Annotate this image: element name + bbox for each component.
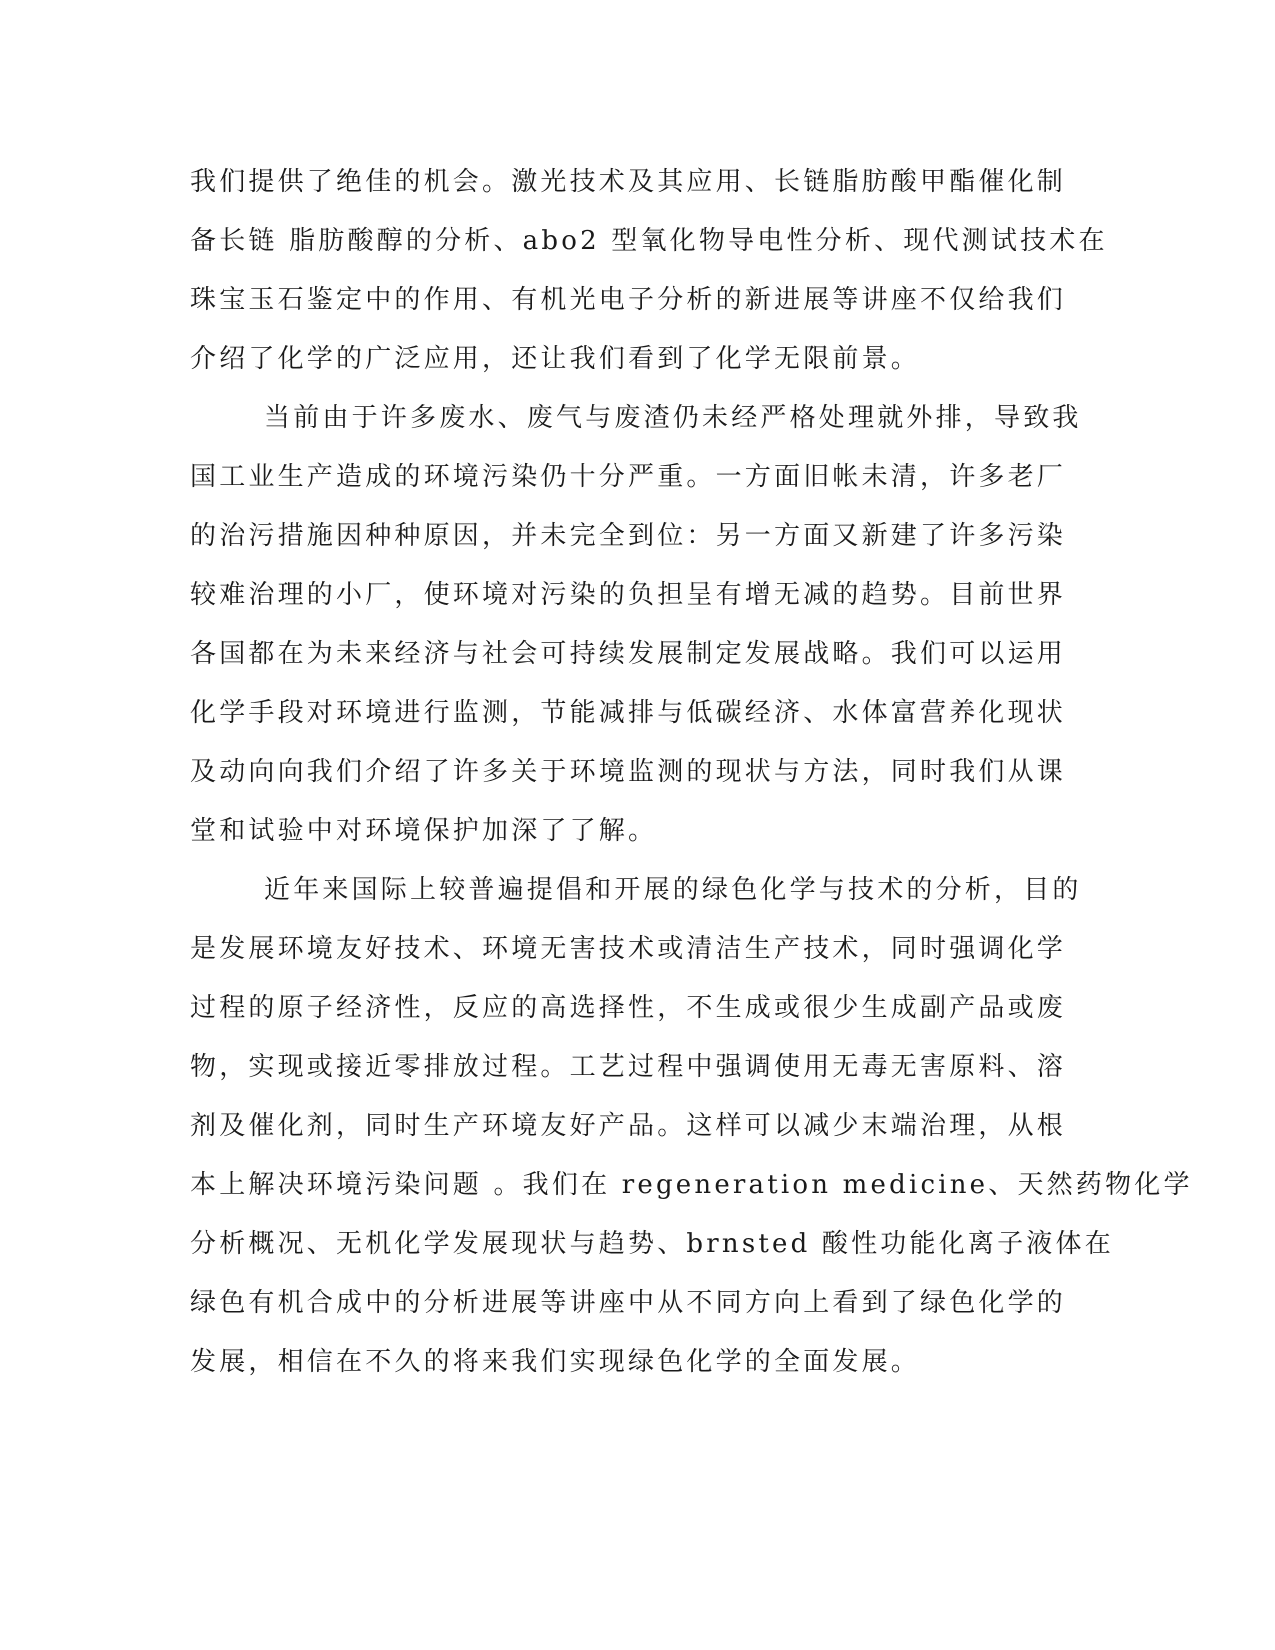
text-line: 的治污措施因种种原因，并未完全到位：另一方面又新建了许多污染 — [190, 521, 1067, 551]
text-line: 过程的原子经济性，反应的高选择性，不生成或很少生成副产品或废 — [190, 993, 1067, 1023]
text-line: 分析概况、无机化学发展现状与趋势、brnsted 酸性功能化离子液体在 — [190, 1229, 1114, 1259]
text-line: 介绍了化学的广泛应用，还让我们看到了化学无限前景。 — [190, 344, 921, 374]
text-line: 较难治理的小厂，使环境对污染的负担呈有增无减的趋势。目前世界 — [190, 580, 1067, 610]
text-line: 剂及催化剂，同时生产环境友好产品。这样可以减少末端治理，从根 — [190, 1111, 1067, 1141]
text-line: 我们提供了绝佳的机会。激光技术及其应用、长链脂肪酸甲酯催化制 — [190, 167, 1067, 197]
text-line: 绿色有机合成中的分析进展等讲座中从不同方向上看到了绿色化学的 — [190, 1288, 1067, 1318]
text-line: 珠宝玉石鉴定中的作用、有机光电子分析的新进展等讲座不仅给我们 — [190, 285, 1067, 315]
text-line: 本上解决环境污染问题 。我们在 regeneration medicine、天然药物化学 — [190, 1170, 1193, 1200]
text-line: 各国都在为未来经济与社会可持续发展制定发展战略。我们可以运用 — [190, 639, 1067, 669]
text-line: 物，实现或接近零排放过程。工艺过程中强调使用无毒无害原料、溶 — [190, 1052, 1067, 1082]
paragraph-first-line: 当前由于许多废水、废气与废渣仍未经严格处理就外排，导致我 — [264, 403, 1082, 433]
paragraph-first-line: 近年来国际上较普遍提倡和开展的绿色化学与技术的分析，目的 — [264, 875, 1082, 905]
text-line: 是发展环境友好技术、环境无害技术或清洁生产技术，同时强调化学 — [190, 934, 1067, 964]
text-line: 发展，相信在不久的将来我们实现绿色化学的全面发展。 — [190, 1347, 921, 1377]
text-line: 化学手段对环境进行监测，节能减排与低碳经济、水体富营养化现状 — [190, 698, 1067, 728]
text-line: 国工业生产造成的环境污染仍十分严重。一方面旧帐未清，许多老厂 — [190, 462, 1067, 492]
text-line: 备长链 脂肪酸醇的分析、abo2 型氧化物导电性分析、现代测试技术在 — [190, 226, 1108, 256]
text-line: 堂和试验中对环境保护加深了了解。 — [190, 816, 658, 846]
text-line: 及动向向我们介绍了许多关于环境监测的现状与方法，同时我们从课 — [190, 757, 1067, 787]
